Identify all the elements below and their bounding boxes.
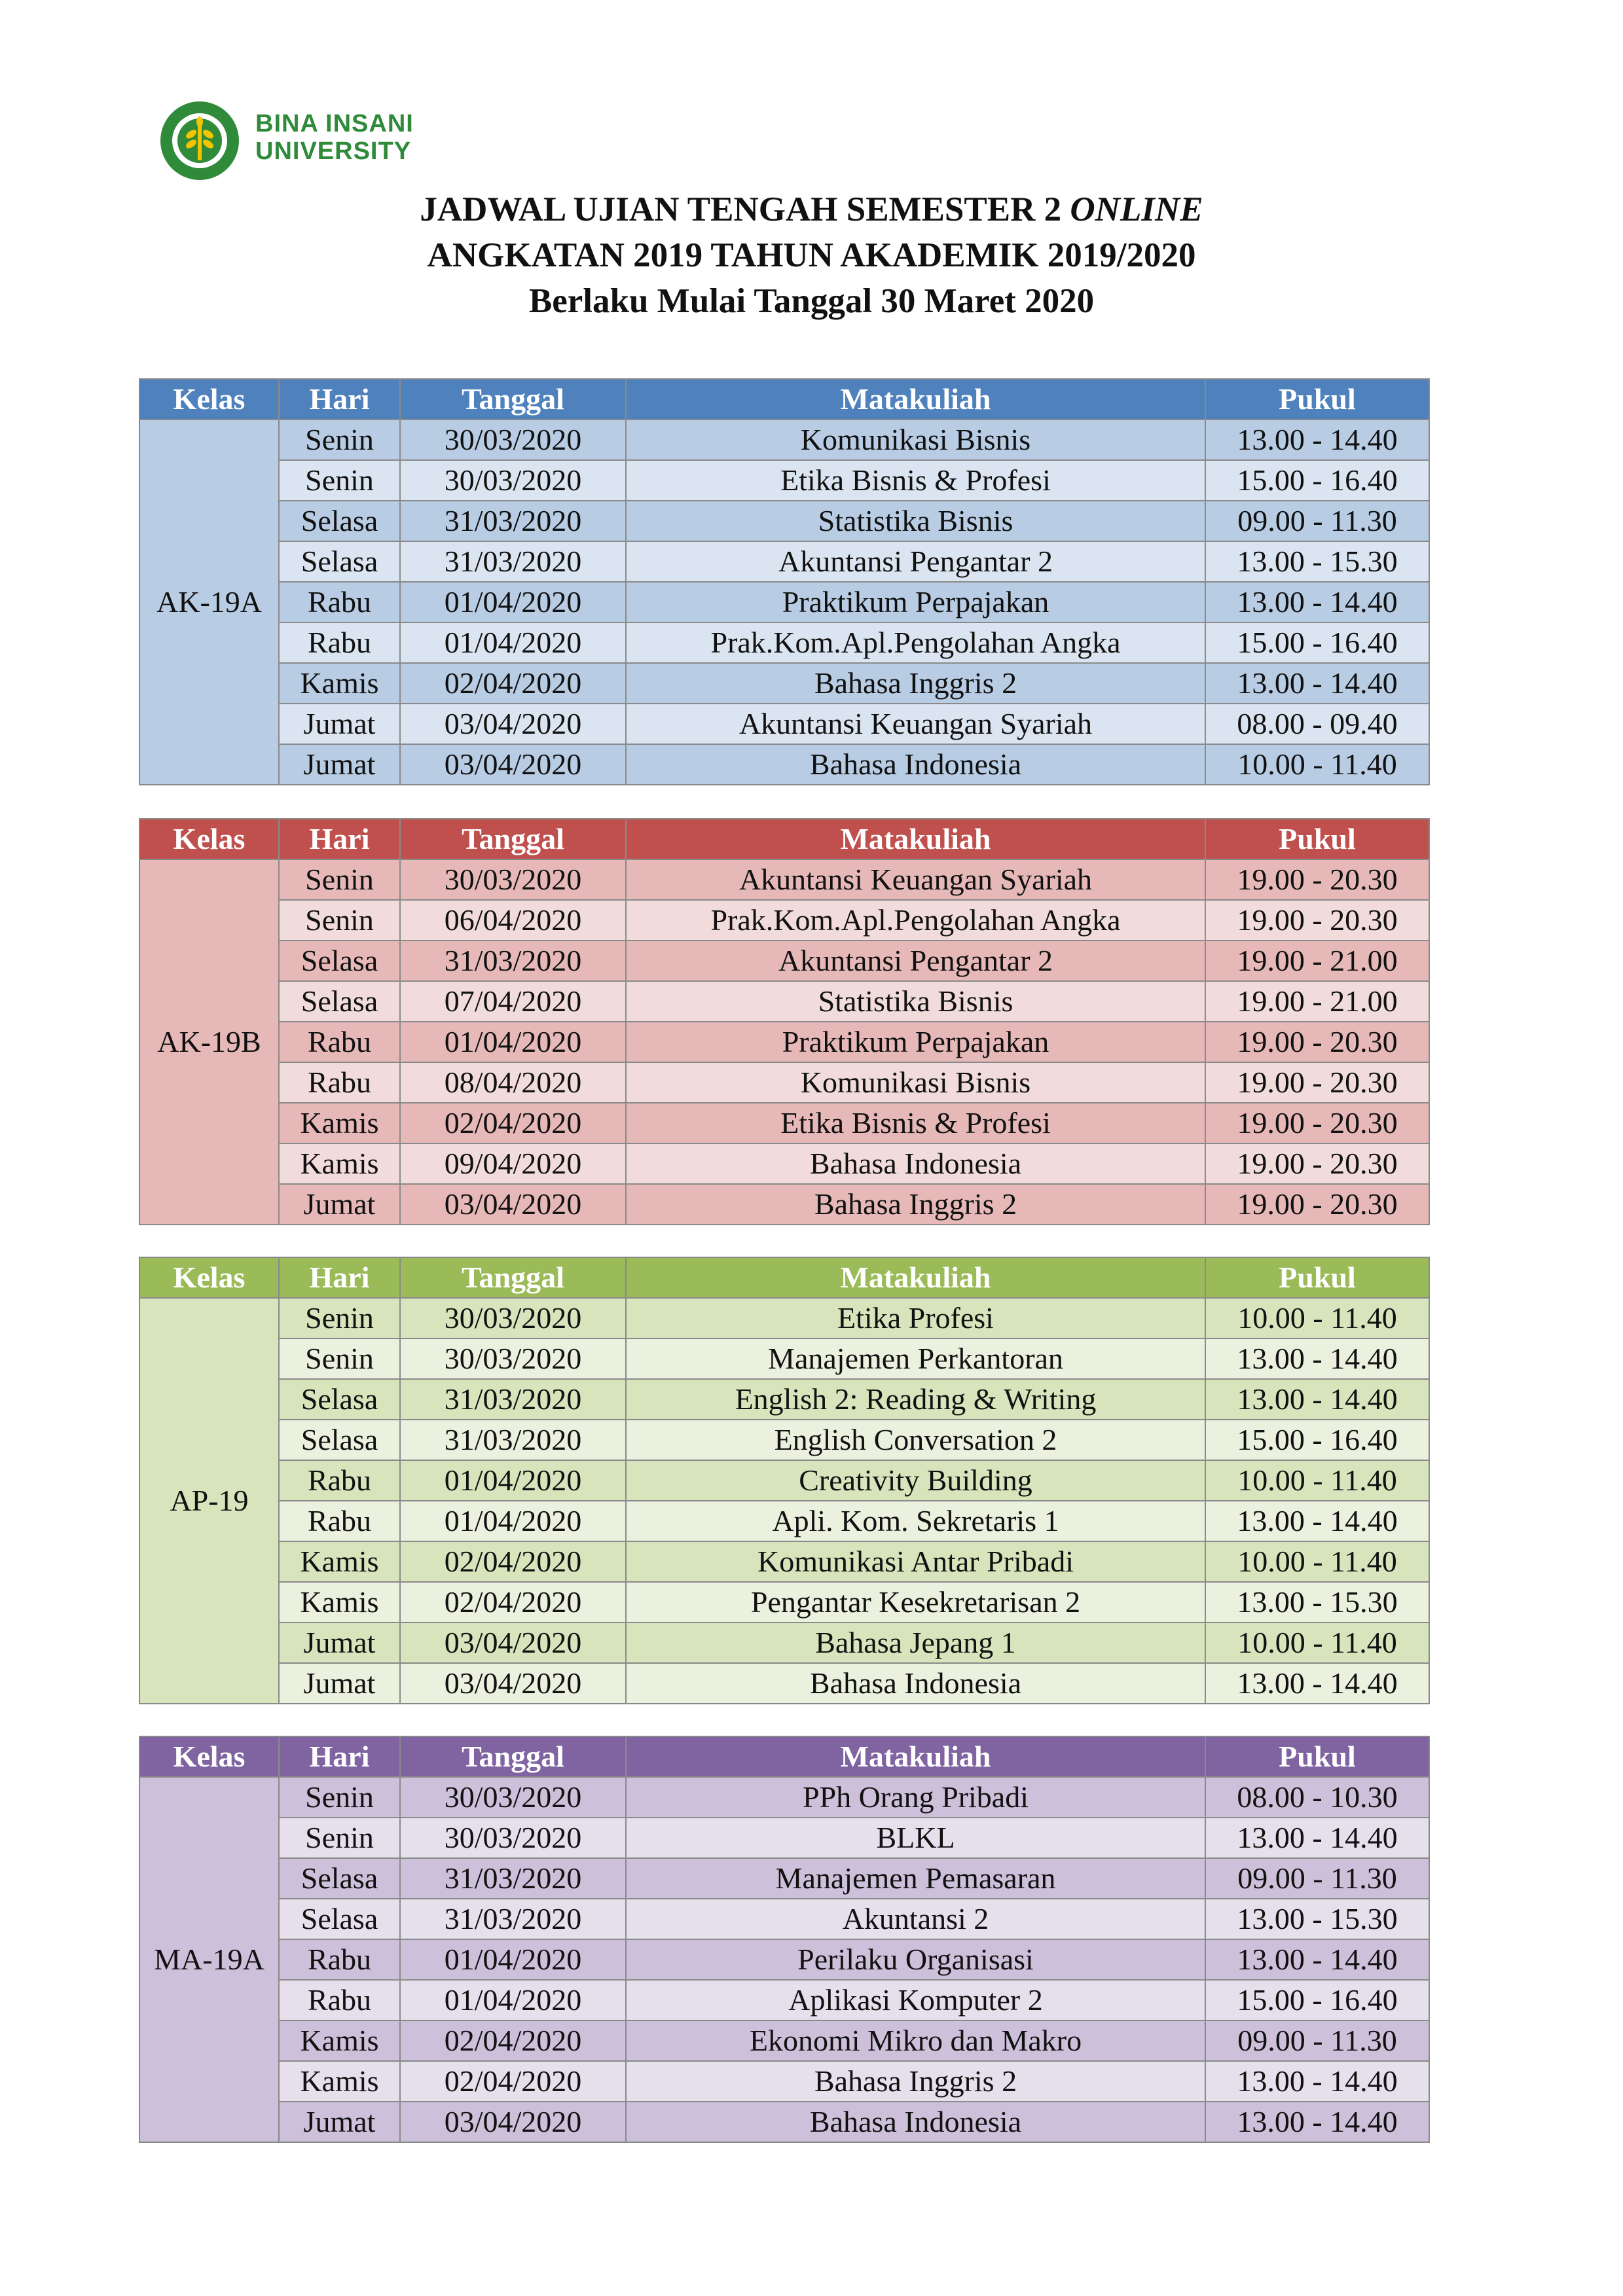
hari-cell: Kamis [279,2020,400,2061]
table-header-row [139,1257,1429,1298]
hari-cell: Jumat [279,2102,400,2142]
hari-cell: Kamis [279,2061,400,2102]
tanggal-cell: 01/04/2020 [400,1939,626,1980]
tanggal-cell: 02/04/2020 [400,2020,626,2061]
pukul-cell: 09.00 - 11.30 [1205,501,1429,541]
hari-cell: Rabu [279,1980,400,2020]
matakuliah-cell: Bahasa Indonesia [626,1663,1205,1704]
pukul-cell: 13.00 - 14.40 [1205,1501,1429,1541]
header-matakuliah: Matakuliah [626,379,1205,420]
hari-cell: Rabu [279,1022,400,1062]
tanggal-cell: 08/04/2020 [400,1062,626,1103]
hari-cell: Jumat [279,704,400,744]
hari-cell: Rabu [279,622,400,663]
title-line-1-main: JADWAL UJIAN TENGAH SEMESTER 2 [420,190,1070,228]
table-row [139,900,1429,941]
pukul-cell: 15.00 - 16.40 [1205,622,1429,663]
header-hari: Hari [279,819,400,859]
tanggal-cell: 30/03/2020 [400,1338,626,1379]
tanggal-cell: 02/04/2020 [400,1103,626,1143]
tanggal-cell: 01/04/2020 [400,1501,626,1541]
tanggal-cell: 03/04/2020 [400,2102,626,2142]
pukul-cell: 15.00 - 16.40 [1205,1420,1429,1460]
table-row [139,1062,1429,1103]
hari-cell: Rabu [279,1460,400,1501]
matakuliah-cell: Etika Bisnis & Profesi [626,1103,1205,1143]
hari-cell: Kamis [279,1143,400,1184]
matakuliah-cell: Manajemen Perkantoran [626,1338,1205,1379]
matakuliah-cell: Komunikasi Bisnis [626,420,1205,460]
logo-line-2: UNIVERSITY [255,137,412,165]
hari-cell: Kamis [279,1541,400,1582]
hari-cell: Selasa [279,1858,400,1899]
kelas-cell: AK-19A [139,420,279,785]
matakuliah-cell: Manajemen Pemasaran [626,1858,1205,1899]
tanggal-cell: 01/04/2020 [400,622,626,663]
header-pukul: Pukul [1205,819,1429,859]
tanggal-cell: 02/04/2020 [400,663,626,704]
matakuliah-cell: Komunikasi Antar Pribadi [626,1541,1205,1582]
header-kelas: Kelas [139,1257,279,1298]
matakuliah-cell: Statistika Bisnis [626,981,1205,1022]
table-row [139,420,1429,460]
matakuliah-cell: Aplikasi Komputer 2 [626,1980,1205,2020]
matakuliah-cell: Bahasa Indonesia [626,2102,1205,2142]
table-row [139,859,1429,900]
pukul-cell: 13.00 - 14.40 [1205,582,1429,622]
pukul-cell: 19.00 - 20.30 [1205,1062,1429,1103]
document-title [0,187,1623,324]
schedule-table-ak-19a [139,378,1430,785]
table-row [139,501,1429,541]
pukul-cell: 09.00 - 11.30 [1205,1858,1429,1899]
table-row [139,582,1429,622]
pukul-cell: 13.00 - 15.30 [1205,1582,1429,1623]
table-row [139,704,1429,744]
pukul-cell: 13.00 - 14.40 [1205,1818,1429,1858]
table-row [139,744,1429,785]
table-row [139,622,1429,663]
hari-cell: Selasa [279,981,400,1022]
tanggal-cell: 03/04/2020 [400,704,626,744]
matakuliah-cell: Praktikum Perpajakan [626,582,1205,622]
table-row [139,1338,1429,1379]
matakuliah-cell: PPh Orang Pribadi [626,1777,1205,1818]
hari-cell: Rabu [279,1062,400,1103]
tanggal-cell: 31/03/2020 [400,1420,626,1460]
wheat-emblem-icon [157,98,242,183]
hari-cell: Rabu [279,582,400,622]
tanggal-cell: 31/03/2020 [400,1858,626,1899]
pukul-cell: 19.00 - 21.00 [1205,981,1429,1022]
table-row [139,1980,1429,2020]
header-pukul: Pukul [1205,1257,1429,1298]
tanggal-cell: 03/04/2020 [400,1663,626,1704]
tanggal-cell: 03/04/2020 [400,1623,626,1663]
table-row [139,1858,1429,1899]
matakuliah-cell: Creativity Building [626,1460,1205,1501]
table-row [139,1501,1429,1541]
matakuliah-cell: Praktikum Perpajakan [626,1022,1205,1062]
schedule-table-ak-19b [139,818,1430,1225]
pukul-cell: 13.00 - 14.40 [1205,2061,1429,2102]
tanggal-cell: 31/03/2020 [400,501,626,541]
matakuliah-cell: Bahasa Inggris 2 [626,2061,1205,2102]
pukul-cell: 13.00 - 14.40 [1205,420,1429,460]
pukul-cell: 19.00 - 20.30 [1205,900,1429,941]
matakuliah-cell: Bahasa Inggris 2 [626,663,1205,704]
pukul-cell: 13.00 - 14.40 [1205,1379,1429,1420]
header-tanggal: Tanggal [400,819,626,859]
matakuliah-cell: Akuntansi Pengantar 2 [626,941,1205,981]
matakuliah-cell: Komunikasi Bisnis [626,1062,1205,1103]
matakuliah-cell: Prak.Kom.Apl.Pengolahan Angka [626,622,1205,663]
table-row [139,1460,1429,1501]
table-row [139,663,1429,704]
matakuliah-cell: Apli. Kom. Sekretaris 1 [626,1501,1205,1541]
table-row [139,1022,1429,1062]
kelas-cell: MA-19A [139,1777,279,2142]
hari-cell: Kamis [279,1103,400,1143]
kelas-cell: AP-19 [139,1298,279,1704]
table-row [139,2061,1429,2102]
table-row [139,1899,1429,1939]
hari-cell: Selasa [279,1379,400,1420]
pukul-cell: 19.00 - 20.30 [1205,859,1429,900]
matakuliah-cell: Bahasa Jepang 1 [626,1623,1205,1663]
tanggal-cell: 09/04/2020 [400,1143,626,1184]
pukul-cell: 08.00 - 09.40 [1205,704,1429,744]
hari-cell: Jumat [279,1184,400,1225]
tanggal-cell: 07/04/2020 [400,981,626,1022]
pukul-cell: 13.00 - 14.40 [1205,1939,1429,1980]
hari-cell: Selasa [279,501,400,541]
pukul-cell: 10.00 - 11.40 [1205,1298,1429,1338]
hari-cell: Senin [279,1298,400,1338]
pukul-cell: 15.00 - 16.40 [1205,460,1429,501]
table-row [139,1818,1429,1858]
header-matakuliah: Matakuliah [626,1736,1205,1777]
matakuliah-cell: English 2: Reading & Writing [626,1379,1205,1420]
tanggal-cell: 03/04/2020 [400,744,626,785]
hari-cell: Selasa [279,941,400,981]
matakuliah-cell: Statistika Bisnis [626,501,1205,541]
matakuliah-cell: BLKL [626,1818,1205,1858]
pukul-cell: 13.00 - 14.40 [1205,663,1429,704]
hari-cell: Kamis [279,663,400,704]
header-tanggal: Tanggal [400,1257,626,1298]
table-row [139,1663,1429,1704]
header-kelas: Kelas [139,379,279,420]
matakuliah-cell: Etika Bisnis & Profesi [626,460,1205,501]
matakuliah-cell: Etika Profesi [626,1298,1205,1338]
hari-cell: Senin [279,900,400,941]
pukul-cell: 15.00 - 16.40 [1205,1980,1429,2020]
matakuliah-cell: English Conversation 2 [626,1420,1205,1460]
tanggal-cell: 01/04/2020 [400,582,626,622]
table-row [139,460,1429,501]
table-row [139,2020,1429,2061]
pukul-cell: 10.00 - 11.40 [1205,1460,1429,1501]
hari-cell: Jumat [279,1663,400,1704]
matakuliah-cell: Ekonomi Mikro dan Makro [626,2020,1205,2061]
header-hari: Hari [279,1736,400,1777]
header-hari: Hari [279,1257,400,1298]
title-line-1-italic: ONLINE [1070,190,1203,228]
tanggal-cell: 01/04/2020 [400,1022,626,1062]
matakuliah-cell: Akuntansi Keuangan Syariah [626,859,1205,900]
tanggal-cell: 01/04/2020 [400,1980,626,2020]
tanggal-cell: 31/03/2020 [400,541,626,582]
pukul-cell: 13.00 - 14.40 [1205,1663,1429,1704]
tanggal-cell: 30/03/2020 [400,420,626,460]
matakuliah-cell: Prak.Kom.Apl.Pengolahan Angka [626,900,1205,941]
hari-cell: Senin [279,1338,400,1379]
table-row [139,1379,1429,1420]
table-row [139,1103,1429,1143]
table-row [139,1939,1429,1980]
tanggal-cell: 06/04/2020 [400,900,626,941]
hari-cell: Senin [279,460,400,501]
tanggal-cell: 31/03/2020 [400,941,626,981]
header-kelas: Kelas [139,819,279,859]
matakuliah-cell: Akuntansi Keuangan Syariah [626,704,1205,744]
table-row [139,1582,1429,1623]
header-tanggal: Tanggal [400,379,626,420]
tanggal-cell: 30/03/2020 [400,1298,626,1338]
table-row [139,981,1429,1022]
tanggal-cell: 30/03/2020 [400,1777,626,1818]
tanggal-cell: 30/03/2020 [400,460,626,501]
pukul-cell: 19.00 - 20.30 [1205,1022,1429,1062]
matakuliah-cell: Perilaku Organisasi [626,1939,1205,1980]
table-row [139,1298,1429,1338]
pukul-cell: 10.00 - 11.40 [1205,744,1429,785]
matakuliah-cell: Bahasa Indonesia [626,1143,1205,1184]
title-line-1 [0,187,1623,232]
header-pukul: Pukul [1205,1736,1429,1777]
pukul-cell: 19.00 - 20.30 [1205,1184,1429,1225]
schedule-table-ap-19 [139,1257,1430,1704]
pukul-cell: 10.00 - 11.40 [1205,1623,1429,1663]
pukul-cell: 08.00 - 10.30 [1205,1777,1429,1818]
matakuliah-cell: Akuntansi Pengantar 2 [626,541,1205,582]
tanggal-cell: 30/03/2020 [400,859,626,900]
header-matakuliah: Matakuliah [626,1257,1205,1298]
pukul-cell: 13.00 - 15.30 [1205,1899,1429,1939]
tanggal-cell: 30/03/2020 [400,1818,626,1858]
matakuliah-cell: Bahasa Inggris 2 [626,1184,1205,1225]
header-hari: Hari [279,379,400,420]
tanggal-cell: 02/04/2020 [400,1541,626,1582]
header-tanggal: Tanggal [400,1736,626,1777]
pukul-cell: 13.00 - 14.40 [1205,2102,1429,2142]
schedule-table-ma-19a [139,1736,1430,2143]
hari-cell: Selasa [279,1899,400,1939]
header-pukul: Pukul [1205,379,1429,420]
hari-cell: Kamis [279,1582,400,1623]
hari-cell: Rabu [279,1939,400,1980]
hari-cell: Jumat [279,1623,400,1663]
table-row [139,541,1429,582]
hari-cell: Rabu [279,1501,400,1541]
title-line-3: Berlaku Mulai Tanggal 30 Maret 2020 [528,282,1095,320]
university-logo [157,98,498,183]
matakuliah-cell: Pengantar Kesekretarisan 2 [626,1582,1205,1623]
kelas-cell: AK-19B [139,859,279,1225]
hari-cell: Senin [279,1818,400,1858]
pukul-cell: 09.00 - 11.30 [1205,2020,1429,2061]
tanggal-cell: 31/03/2020 [400,1899,626,1939]
pukul-cell: 10.00 - 11.40 [1205,1541,1429,1582]
tanggal-cell: 02/04/2020 [400,2061,626,2102]
matakuliah-cell: Akuntansi 2 [626,1899,1205,1939]
table-row [139,1420,1429,1460]
pukul-cell: 19.00 - 21.00 [1205,941,1429,981]
table-row [139,1623,1429,1663]
tanggal-cell: 31/03/2020 [400,1379,626,1420]
table-header-row [139,819,1429,859]
hari-cell: Selasa [279,1420,400,1460]
tanggal-cell: 03/04/2020 [400,1184,626,1225]
table-row [139,1541,1429,1582]
table-header-row [139,379,1429,420]
hari-cell: Selasa [279,541,400,582]
table-row [139,1777,1429,1818]
title-line-2: ANGKATAN 2019 TAHUN AKADEMIK 2019/2020 [427,236,1196,274]
pukul-cell: 13.00 - 14.40 [1205,1338,1429,1379]
table-row [139,1184,1429,1225]
table-row [139,2102,1429,2142]
header-matakuliah: Matakuliah [626,819,1205,859]
table-row [139,941,1429,981]
tanggal-cell: 01/04/2020 [400,1460,626,1501]
matakuliah-cell: Bahasa Indonesia [626,744,1205,785]
hari-cell: Jumat [279,744,400,785]
hari-cell: Senin [279,859,400,900]
pukul-cell: 19.00 - 20.30 [1205,1143,1429,1184]
logo-line-1: BINA INSANI [255,110,414,137]
hari-cell: Senin [279,420,400,460]
pukul-cell: 13.00 - 15.30 [1205,541,1429,582]
hari-cell: Senin [279,1777,400,1818]
tanggal-cell: 02/04/2020 [400,1582,626,1623]
table-header-row [139,1736,1429,1777]
table-row [139,1143,1429,1184]
header-kelas: Kelas [139,1736,279,1777]
pukul-cell: 19.00 - 20.30 [1205,1103,1429,1143]
